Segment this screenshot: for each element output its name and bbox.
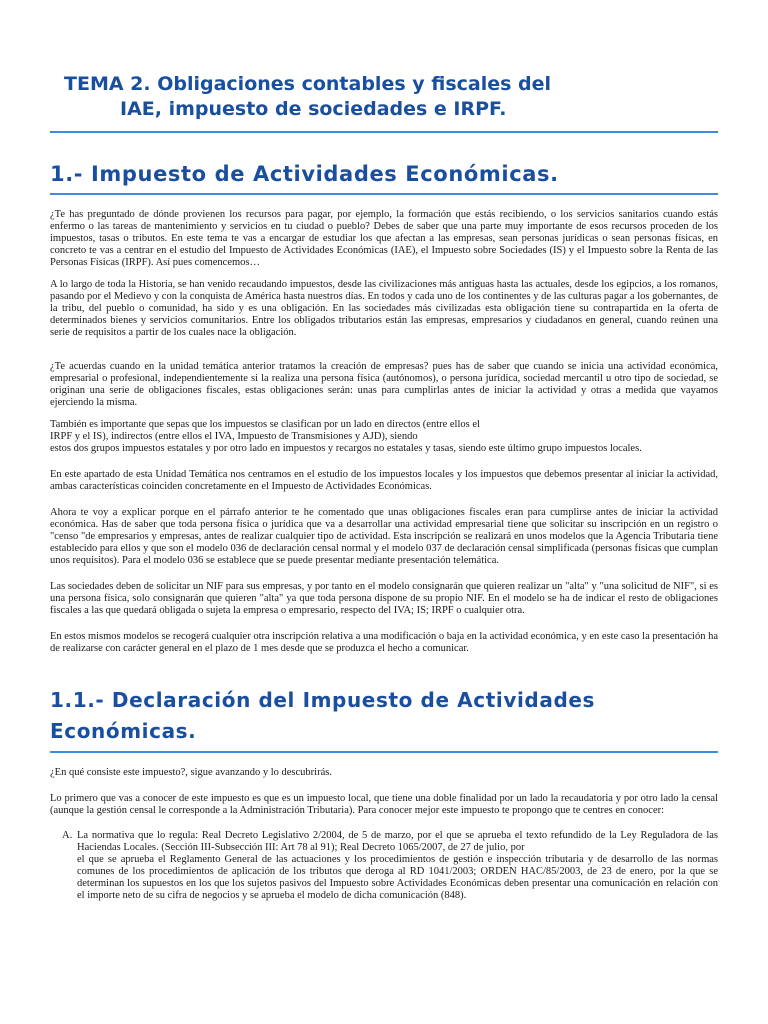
section-1-1-divider (50, 751, 718, 753)
section-1-heading: 1.- Impuesto de Actividades Económicas. (50, 162, 559, 186)
section-1-paragraph-3: ¿Te acuerdas cuando en la unidad temática anterior tratamos la creación de empresas? pues has de saber que cuando se inicia una actividad económica, empresarial o profesional, independientemente si la realiza una persona física (autónomos), o persona jurídica, sociedad mercantil u otro tipo de sociedad, se originan una serie de obligaciones fiscales, estas obligaciones serán: unas para cumplirlas antes de iniciar la actividad y otras a medida que vayamos ejerciendo la misma. (50, 361, 718, 408)
list-item-text-part-2: el que se aprueba el Reglamento General de las actuaciones y los procedimientos de gestión e inspección tributaria y de desarrollo de las normas comunes de los procedimientos de aplicación de los tributos que deroga al RD 1041/2003; ORDEN HAC/85/2003, de 23 de enero, por la que se determinan los supuestos en los que los sujetos pasivos del Impuesto sobre Actividades Económicas deben presentar una comunicación en relación con el importe neto de su cifra de negocios y se aprueba el modelo de dicha comunicación (848). (77, 854, 718, 901)
title-divider (50, 131, 718, 133)
section-1-paragraph-4-line-3: estos dos grupos impuestos estatales y por otro lado en impuestos y recargos no estatales y tasas, siendo este último grupo impuestos locales. (50, 443, 642, 454)
section-1-1-heading-line2: Económicas. (50, 719, 197, 743)
section-1-1-heading-line1: 1.1.- Declaración del Impuesto de Actividades (50, 688, 596, 712)
section-1-paragraph-1: ¿Te has preguntado de dónde provienen los recursos para pagar, por ejemplo, la formación que estás recibiendo, o los servicios sanitarios cuando estás enfermo o las tareas de mantenimiento y servicios en tu ciudad o pueblo? Debes de saber que una parte muy importante de esos recursos proceden de los impuestos, tasas o tributos. En este tema te vas a encargar de estudiar los que afectan a las empresas, sean personas jurídicas o sean personas físicas, en concreto te vas a centrar en el estudio del Impuesto de Actividades Económicas (IAE), el Impuesto sobre Sociedades (IS) y el Impuesto sobre la Renta de las Personas Físicas (IRPF). Así pues comencemos… (50, 209, 718, 268)
legislation-list (50, 830, 718, 902)
section-1-paragraph-8: En estos mismos modelos se recogerá cualquier otra inscripción relativa a una modificación o baja en la actividad económica, y en este caso la presentación ha de realizarse con carácter general en el plazo de 1 mes desde que se produzca el hecho a comunicar. (50, 631, 718, 654)
section-1-paragraph-5: En este apartado de esta Unidad Temática nos centramos en el estudio de los impuestos locales y los impuestos que debemos presentar al iniciar la actividad, ambas características coinciden concretamente en el Impuesto de Actividades Económicas. (50, 469, 718, 492)
section-1-paragraph-6: Ahora te voy a explicar porque en el párrafo anterior te he comentado que unas obligaciones fiscales eran para cumplirse antes de iniciar la actividad económica. Has de saber que toda persona física o jurídica que va a desarrollar una actividad empresarial tiene que solicitar su inscripción en un registro o "censo "de empresarios y empresas, antes de realizar cualquier tipo de actividad. Esta inscripción se realizará en unos modelos que la Agencia Tributaria tiene establecido para ellos y que son el modelo 036 de declaración censal normal y el modelo 037 de declaración censal simplificada (personas físicas que cumplan unos requisitos). Para el modelo 036 se establece que se puede presentar mediante presentación telemática. (50, 507, 718, 566)
list-item (62, 830, 718, 902)
section-1-1-paragraph-2: Lo primero que vas a conocer de este impuesto es que es un impuesto local, que tiene una doble finalidad por un lado la recaudatoria y por otro lado la censal (aunque la gestión censal le corresponde a la Administración Tributaria). Para conocer mejor este impuesto te propongo que te centres en conocer: (50, 793, 718, 816)
section-1-paragraph-4-line-2: IRPF y el IS), indirectos (entre ellos el IVA, Impuesto de Transmisiones y AJD), siendo (50, 431, 418, 442)
list-item-marker: A. (62, 830, 73, 841)
section-1-1-paragraph-1: ¿En qué consiste este impuesto?, sigue avanzando y lo descubrirás. (50, 767, 332, 778)
section-1-paragraph-2: A lo largo de toda la Historia, se han venido recaudando impuestos, desde las civilizaciones más antiguas hasta las actuales, desde los egipcios, a los romanos, pasando por el Medievo y con la conquista de América hasta nuestros días. En todos y cada uno de los continentes y de las culturas pagar a los gobernantes, de la tribu, del pueblo o comunidad, ha sido y es una obligación. En las sociedades más civilizadas esta obligación tiene su contrapartida en la oferta de determinados bienes y servicios comunitarios. Entre los obligados tributarios están las empresas, empresarios y ciudadanos en general, cuando reúnen una serie de requisitos a partir de los cuales nace la obligación. (50, 279, 718, 338)
list-item-text-part-1: La normativa que lo regula: Real Decreto Legislativo 2/2004, de 5 de marzo, por el que se aprueba el texto refundido de la Ley Reguladora de las Haciendas Locales. (Sección III-Subsección III: Art 78 al 91); Real Decreto 1065/2007, de 27 de julio, por (77, 830, 718, 853)
section-1-divider (50, 193, 718, 195)
tema-title (50, 0, 718, 122)
tema-title-line2: IAE, impuesto de sociedades e IRPF. (120, 98, 507, 120)
section-1-1-heading (50, 685, 718, 747)
section-1-paragraph-4-line-1: También es importante que sepas que los impuestos se clasifican por un lado en directos (entre ellos el (50, 419, 480, 430)
section-1-paragraph-7: Las sociedades deben de solicitar un NIF para sus empresas, y por tanto en el modelo consignarán que quieren realizar un "alta" y "una solicitud de NIF", si es una persona física, solo consignarán que quieren "alta" ya que toda persona dispone de su propio NIF. En el modelo se ha de indicar el resto de obligaciones fiscales a las que quedará obligada o sujeta la empresa o empresario, respecto del IVA; IS; IRPF o cualquier otra. (50, 581, 718, 616)
tema-title-line1: TEMA 2. Obligaciones contables y fiscales del (64, 73, 552, 95)
